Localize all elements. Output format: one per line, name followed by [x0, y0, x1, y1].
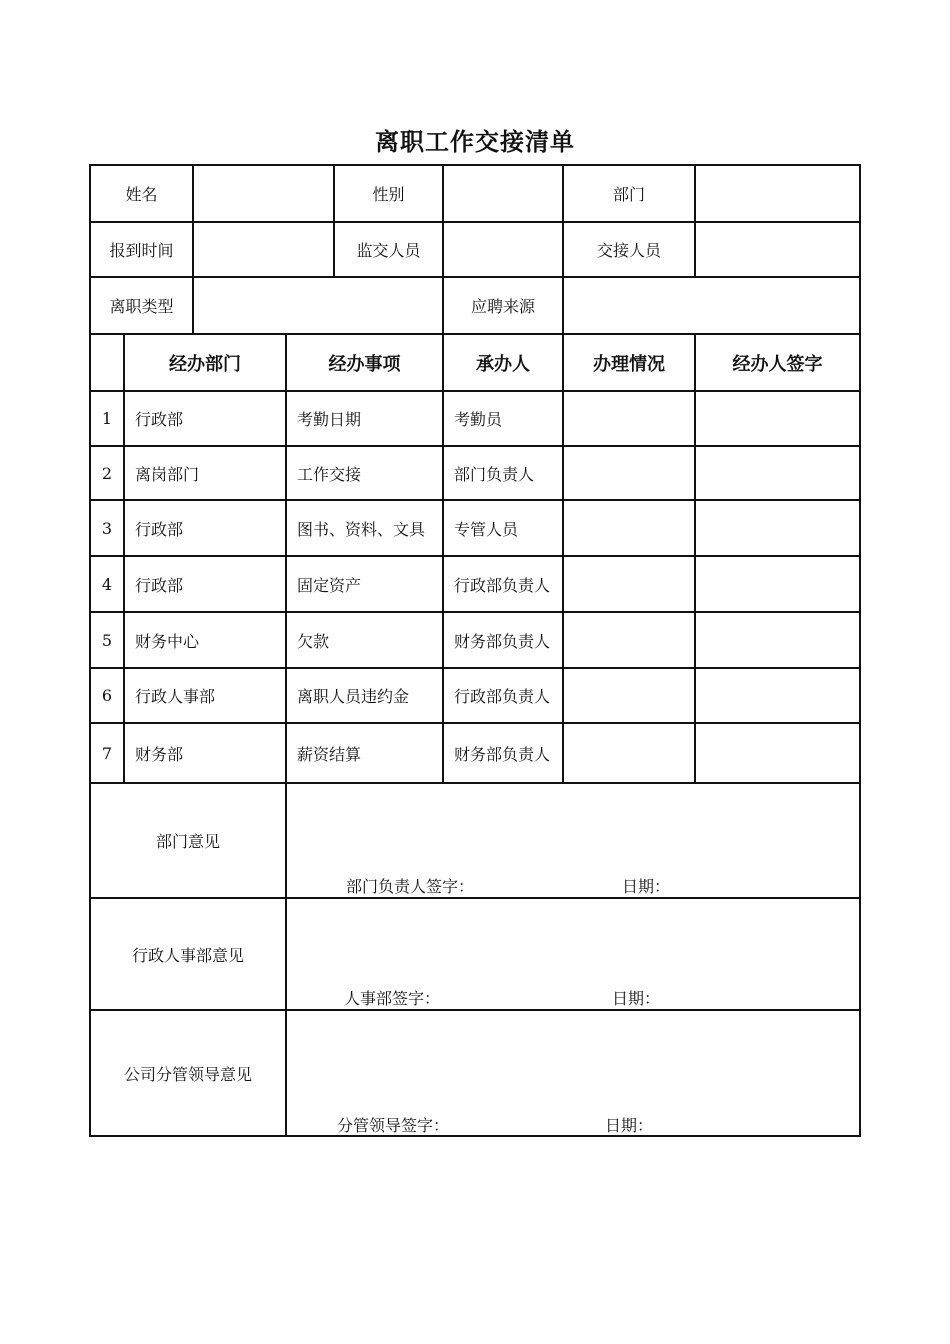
row-handler: 行政部负责人 [454, 687, 551, 706]
row-handler: 专管人员 [454, 519, 519, 539]
row-number: 7 [101, 743, 113, 763]
row-dept: 离岗部门 [135, 464, 200, 484]
dept-date-label: 日期： [622, 877, 671, 896]
row-signature-field[interactable] [696, 613, 859, 667]
report-time-label: 报到时间 [109, 241, 174, 260]
row-item: 固定资产 [297, 575, 362, 595]
row-signature-field[interactable] [696, 724, 859, 782]
page-title: 离职工作交接清单 [375, 127, 575, 156]
header-item: 经办事项 [328, 353, 401, 375]
row-item: 离职人员违约金 [297, 687, 410, 706]
resign-type-field[interactable] [194, 278, 442, 333]
row-dept: 行政部 [135, 575, 184, 595]
row-signature-field[interactable] [696, 557, 859, 611]
header-dept: 经办部门 [169, 353, 241, 375]
row-item: 图书、资料、文具 [297, 519, 426, 539]
row-item: 欠款 [297, 631, 330, 651]
row-handler: 财务部负责人 [454, 744, 551, 764]
hr-opinion-label: 行政人事部意见 [131, 945, 244, 965]
handover-person-label: 交接人员 [596, 241, 661, 260]
hr-date-label: 日期： [612, 989, 661, 1008]
row-handler: 部门负责人 [454, 464, 535, 484]
header-status: 办理情况 [593, 353, 665, 375]
row-item: 考勤日期 [297, 410, 362, 429]
row-number: 4 [101, 574, 113, 594]
row-dept: 财务部 [135, 744, 184, 764]
dept-field[interactable] [696, 166, 859, 221]
row-signature-field[interactable] [696, 669, 859, 722]
recruit-source-field[interactable] [564, 278, 859, 333]
dept-opinion-label: 部门意见 [155, 832, 220, 851]
row-number: 5 [101, 630, 113, 650]
supervisor-field[interactable] [444, 223, 562, 276]
resign-type-label: 离职类型 [109, 297, 174, 316]
header-handler: 承办人 [476, 353, 530, 375]
row-number: 3 [101, 518, 113, 538]
row-handler: 考勤员 [454, 410, 503, 429]
row-status-field[interactable] [564, 613, 694, 667]
row-dept: 行政人事部 [135, 687, 216, 706]
hr-sign-label: 人事部签字： [344, 989, 441, 1008]
leader-opinion-label: 公司分管领导意见 [123, 1064, 252, 1084]
row-item: 工作交接 [297, 464, 362, 484]
row-status-field[interactable] [564, 392, 694, 445]
row-handler: 财务部负责人 [454, 631, 551, 651]
recruit-source-label: 应聘来源 [470, 297, 535, 316]
row-dept: 财务中心 [135, 631, 200, 651]
name-label: 姓名 [125, 185, 158, 204]
row-dept: 行政部 [135, 410, 184, 429]
row-signature-field[interactable] [696, 447, 859, 499]
row-number: 1 [101, 409, 113, 428]
handover-person-field[interactable] [696, 223, 859, 276]
row-status-field[interactable] [564, 557, 694, 611]
row-status-field[interactable] [564, 669, 694, 722]
supervisor-label: 监交人员 [356, 241, 421, 260]
row-number: 2 [101, 463, 113, 483]
leader-date-label: 日期： [605, 1116, 654, 1135]
report-time-field[interactable] [194, 223, 333, 276]
row-number: 6 [101, 686, 113, 705]
dept-sign-label: 部门负责人签字： [346, 877, 475, 896]
gender-field[interactable] [444, 166, 562, 221]
row-item: 薪资结算 [297, 744, 362, 764]
dept-label: 部门 [612, 185, 645, 204]
row-signature-field[interactable] [696, 501, 859, 555]
row-dept: 行政部 [135, 519, 184, 539]
leader-sign-label: 分管领导签字： [337, 1116, 450, 1135]
row-handler: 行政部负责人 [454, 575, 551, 595]
name-field[interactable] [194, 166, 333, 221]
row-status-field[interactable] [564, 501, 694, 555]
header-signature: 经办人签字 [732, 353, 823, 375]
row-status-field[interactable] [564, 447, 694, 499]
gender-label: 性别 [372, 185, 405, 204]
row-signature-field[interactable] [696, 392, 859, 445]
row-status-field[interactable] [564, 724, 694, 782]
